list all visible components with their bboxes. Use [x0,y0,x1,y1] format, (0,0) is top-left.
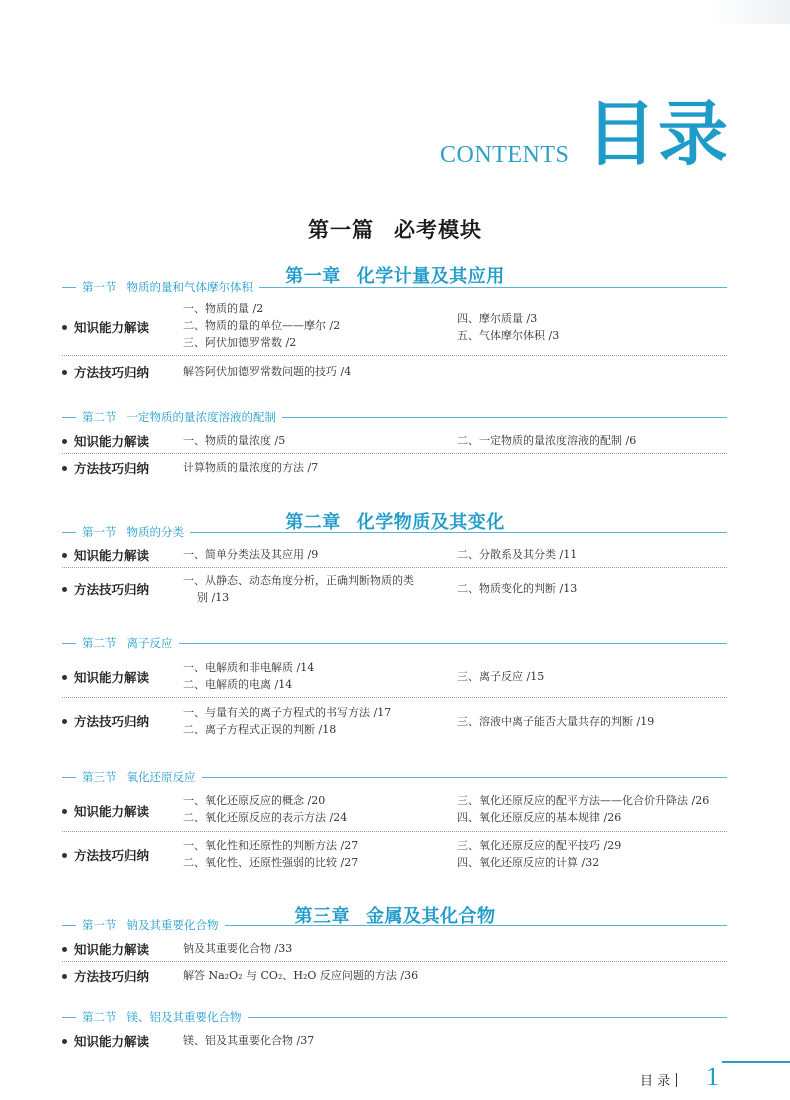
entries-col-b [457,580,577,597]
section-link-3-2[interactable] [76,1010,248,1024]
toc-entry[interactable]: 一、与量有关的离子方程式的书写方法 /17 [183,706,392,719]
entries-col-a [183,459,318,476]
row-label-text: 知识能力解读 [74,804,150,819]
entries-col-a [183,940,292,957]
entries-col-b [457,432,636,449]
toc-row [62,428,727,454]
section-heading [62,410,727,424]
toc-row [62,834,727,876]
toc-entry[interactable]: 三、阿伏加德罗常数 /2 [183,336,297,349]
section-name: 镁、铝及其重要化合物 [126,1010,242,1024]
entries-col-a [183,704,391,738]
entries-col-a [183,1032,314,1049]
bullet-icon [62,587,67,592]
section-name: 物质的分类 [126,525,184,539]
section-link-1-1[interactable] [76,280,259,294]
row-divider [62,453,727,454]
section-heading [62,918,727,932]
footer-rule [722,1061,790,1063]
toc-entry[interactable]: 一、简单分类法及其应用 /9 [183,548,319,561]
row-divider [62,355,727,356]
row-label-text: 知识能力解读 [74,434,150,449]
toc-entry[interactable]: 四、氧化还原反应的基本规律 /26 [457,811,622,824]
chapter-number: 第二章 [285,512,341,533]
row-label-knowledge [62,1032,149,1050]
entries-col-a [183,300,340,351]
toc-entry[interactable]: 五、气体摩尔体积 /3 [457,329,560,342]
row-label-method [62,580,149,598]
row-label-knowledge [62,546,149,564]
section-number: 第二节 [82,636,117,650]
row-label-knowledge [62,802,149,820]
row-label-text: 方法技巧归纳 [74,582,150,597]
row-label-knowledge [62,940,149,958]
row-label-text: 知识能力解读 [74,548,150,563]
entries-col-a [183,967,418,984]
toc-row [62,298,727,356]
toc-row [62,938,727,962]
entries-col-a [183,546,318,563]
bullet-icon [62,466,67,471]
section-name: 氧化还原反应 [126,770,196,784]
bullet-icon [62,553,67,558]
chapter-name: 金属及其化合物 [366,906,496,927]
chapter-number: 第一章 [285,266,341,287]
chapter-name: 化学物质及其变化 [356,512,505,533]
toc-row [62,656,727,698]
row-label-method [62,712,149,730]
toc-entry[interactable]: 三、离子反应 /15 [457,670,545,683]
toc-entry[interactable]: 二、分散系及其分类 /11 [457,548,578,561]
section-link-2-3[interactable] [76,770,202,784]
toc-entry[interactable]: 四、摩尔质量 /3 [457,312,538,325]
row-label-method [62,846,149,864]
section-heading [62,525,727,539]
toc-entry[interactable]: 二、氧化性、还原性强弱的比较 /27 [183,856,359,869]
row-label-text: 知识能力解读 [74,942,150,957]
row-label-text: 方法技巧归纳 [74,848,150,863]
row-label-text: 知识能力解读 [74,1034,150,1049]
toc-row [62,456,727,482]
entries-col-a [183,837,358,871]
row-divider [62,567,727,568]
row-label-method [62,967,149,985]
contents-header [0,93,790,176]
bullet-icon [62,719,67,724]
entries-col-b [457,668,544,685]
toc-row [62,1030,727,1054]
toc-entry[interactable]: 一、物质的量 /2 [183,302,264,315]
row-label-knowledge [62,318,149,336]
entries-col-a [183,363,351,380]
row-label-method [62,459,149,477]
bullet-icon [62,809,67,814]
toc-entry[interactable]: 二、离子方程式正误的判断 /18 [183,723,337,736]
section-heading [62,1010,727,1024]
entries-col-a [183,432,285,449]
row-label-text: 方法技巧归纳 [74,365,150,380]
row-label-text: 方法技巧归纳 [74,969,150,984]
toc-entry[interactable]: 二、电解质的电离 /14 [183,678,293,691]
footer-label-text: 目 录 [640,1074,671,1089]
toc-row [62,700,727,742]
entries-col-b [457,837,621,871]
toc-entry[interactable]: 二、物质的量的单位——摩尔 /2 [183,319,341,332]
toc-entry[interactable]: 四、氧化还原反应的计算 /32 [457,856,600,869]
toc-entry[interactable]: 解答 Na₂O₂ 与 CO₂、H₂O 反应问题的方法 /36 [183,969,419,982]
entries-col-a [183,659,314,693]
bullet-icon [62,439,67,444]
row-label-text: 方法技巧归纳 [74,714,150,729]
toc-entry[interactable]: 一、氧化还原反应的概念 /20 [183,794,326,807]
toc-entry[interactable]: 一、氧化性和还原性的判断方法 /27 [183,839,359,852]
chapter-name: 化学计量及其应用 [356,266,505,287]
section-link-2-1[interactable] [76,525,190,539]
toc-row [62,544,727,568]
toc-entry[interactable]: 镁、铝及其重要化合物 /37 [183,1034,315,1047]
toc-entry[interactable]: 一、电解质和非电解质 /14 [183,661,315,674]
section-link-2-2[interactable] [76,636,179,650]
toc-entry[interactable]: 解答阿伏加德罗常数问题的技巧 /4 [183,365,352,378]
toc-entry[interactable]: 计算物质的量浓度的方法 /7 [183,461,319,474]
contents-english: CONTENTS [440,142,570,168]
entries-col-b [457,713,654,730]
bullet-icon [62,675,67,680]
bullet-icon [62,1039,67,1044]
part-title [0,214,790,244]
section-link-3-1[interactable] [76,918,225,932]
toc-row [62,358,727,386]
section-link-1-2[interactable] [76,410,282,424]
entries-col-a [183,792,347,826]
toc-entry[interactable]: 一、从静态、动态角度分析，正确判断物质的类 [183,574,414,587]
page-number: 1 [706,1062,719,1091]
section-name: 物质的量和气体摩尔体积 [126,280,253,294]
toc-entry[interactable]: 三、氧化还原反应的配平技巧 /29 [457,839,622,852]
section-number: 第二节 [82,1010,117,1024]
toc-entry[interactable]: 一、物质的量浓度 /5 [183,434,286,447]
bullet-icon [62,853,67,858]
row-label-text: 知识能力解读 [74,670,150,685]
toc-row [62,964,727,988]
toc-row [62,790,727,832]
toc-entry[interactable]: 三、氧化还原反应的配平方法——化合价升降法 /26 [457,794,710,807]
toc-row [62,570,727,610]
contents-chinese-title: 目录 [586,93,730,175]
toc-entry[interactable]: 二、一定物质的量浓度溶液的配制 /6 [457,434,637,447]
section-name: 钠及其重要化合物 [126,918,219,932]
bullet-icon [62,370,67,375]
section-name: 一定物质的量浓度溶液的配制 [126,410,276,424]
section-number: 第二节 [82,410,117,424]
section-name: 离子反应 [126,636,173,650]
section-number: 第一节 [82,918,117,932]
row-divider [62,961,727,962]
section-number: 第三节 [82,770,117,784]
bullet-icon [62,325,67,330]
toc-entry[interactable]: 三、溶液中离子能否大量共存的判断 /19 [457,715,655,728]
part-name: 必考模块 [394,218,482,242]
toc-entry[interactable]: 别 /13 [183,591,230,604]
row-label-knowledge [62,432,149,450]
part-number: 第一篇 [308,218,374,242]
toc-entry[interactable]: 二、氧化还原反应的表示方法 /24 [183,811,348,824]
chapter-number: 第三章 [294,906,350,927]
section-heading [62,636,727,650]
row-divider [62,697,727,698]
toc-entry[interactable]: 二、物质变化的判断 /13 [457,582,578,595]
section-number: 第一节 [82,280,117,294]
footer-divider [676,1073,677,1087]
row-label-text: 知识能力解读 [74,320,150,335]
section-heading [62,770,727,784]
row-label-text: 方法技巧归纳 [74,461,150,476]
entries-col-b [457,310,559,344]
row-label-method [62,363,149,381]
row-label-knowledge [62,668,149,686]
entries-col-b [457,546,577,563]
row-divider [62,831,727,832]
footer-label [640,1070,683,1089]
toc-entry[interactable]: 钠及其重要化合物 /33 [183,942,293,955]
section-heading [62,280,727,294]
section-number: 第一节 [82,525,117,539]
bullet-icon [62,947,67,952]
corner-shade [710,0,790,24]
bullet-icon [62,974,67,979]
entries-col-b [457,792,709,826]
entries-col-a [183,572,414,606]
